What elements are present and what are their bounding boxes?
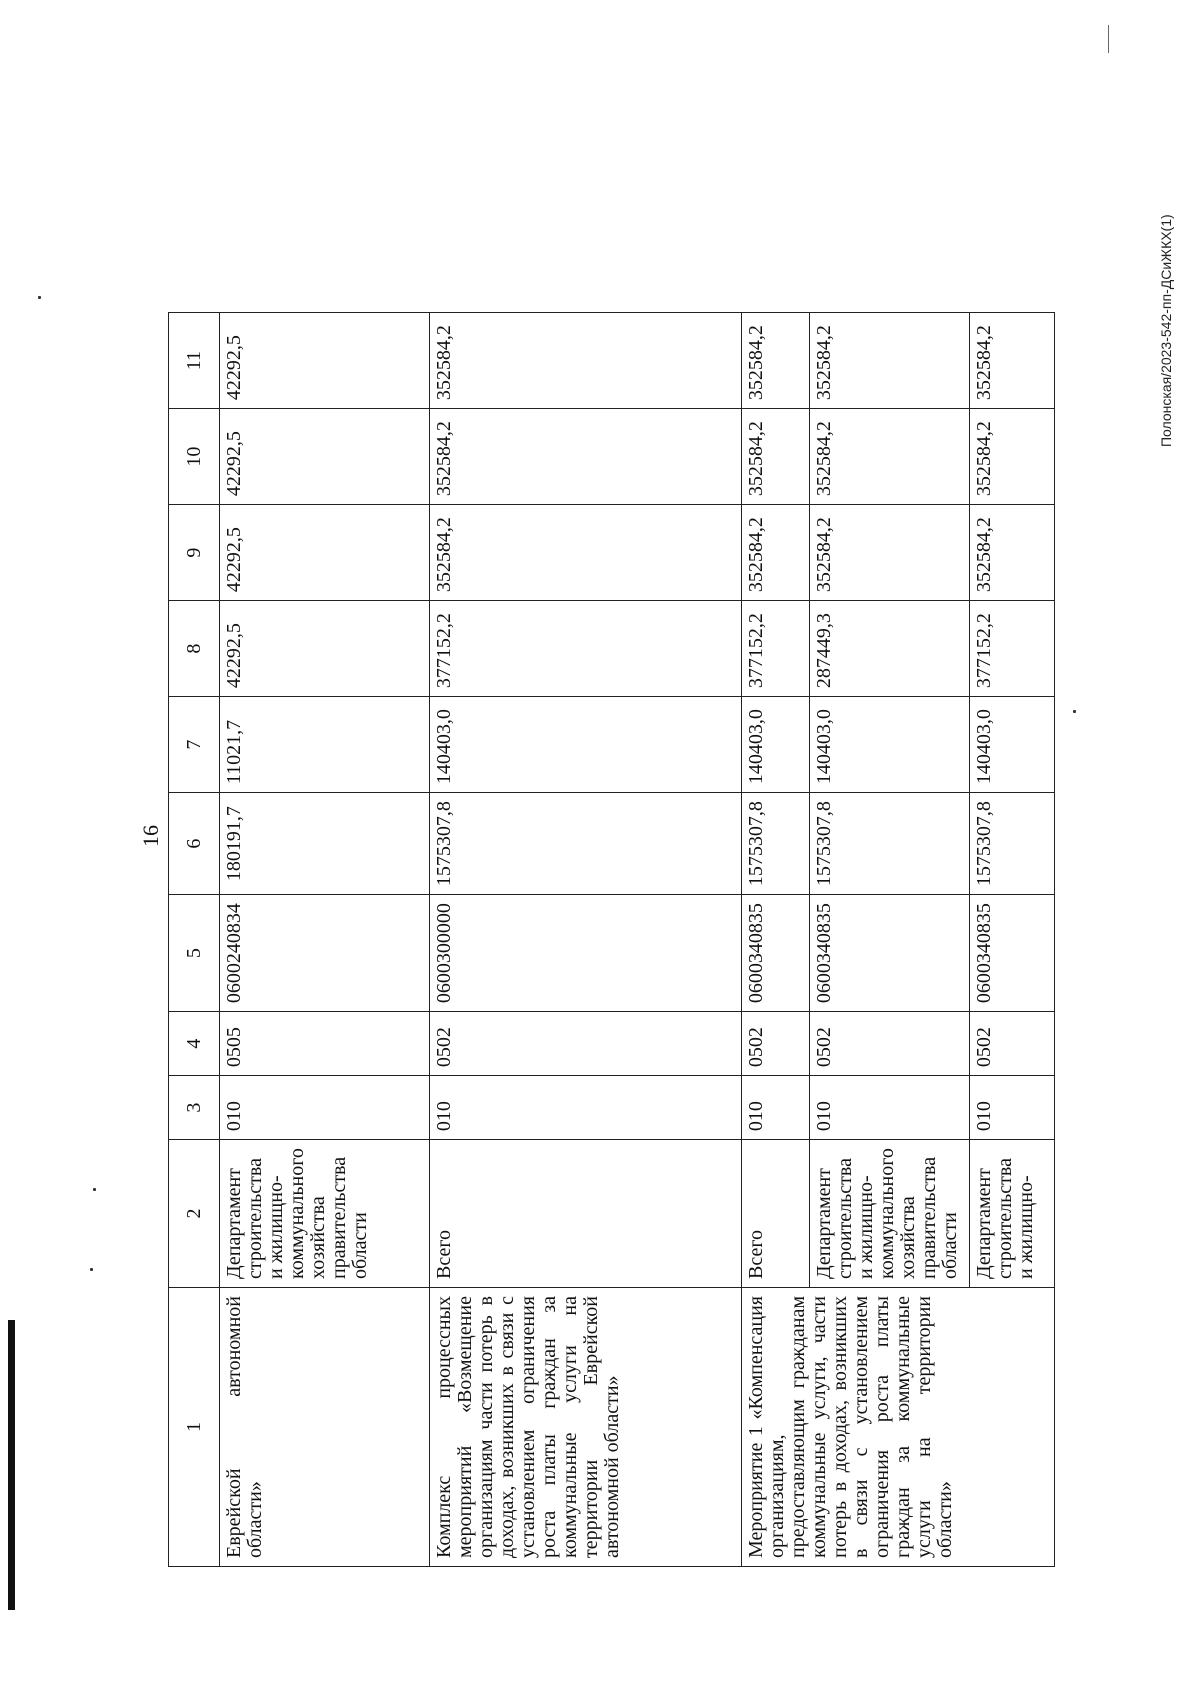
row-year-3: 352584,2 — [970, 505, 1055, 601]
row-year-3: 352584,2 — [430, 505, 742, 601]
row-program-name: Комплекс процессных мероприятий «Возмещение организациям части потерь в доходах, возникших в связи с установлением ограничения роста платы граждан за коммунальные услуги на территории Еврейской автономной области» — [430, 1288, 742, 1567]
scan-dot — [1073, 710, 1076, 713]
row-year-4: 42292,5 — [220, 409, 430, 505]
row-year-5: 352584,2 — [742, 313, 810, 409]
row-year-5: 42292,5 — [220, 313, 430, 409]
row-section: 0502 — [430, 1012, 742, 1076]
row-executor: Департамент строительства и жилищно-коммунального хозяйства правительства области — [220, 1140, 430, 1288]
scan-dot — [90, 1268, 93, 1271]
col-header-10: 10 — [169, 409, 220, 505]
col-header-9: 9 — [169, 505, 220, 601]
row-grbs: 010 — [810, 1076, 970, 1140]
table-row — [220, 313, 430, 1567]
row-section: 0502 — [742, 1012, 810, 1076]
row-target-article: 0600340835 — [810, 895, 970, 1012]
col-header-5: 5 — [169, 895, 220, 1012]
row-year-5: 352584,2 — [430, 313, 742, 409]
row-total: 1575307,8 — [810, 793, 970, 895]
row-year-4: 352584,2 — [970, 409, 1055, 505]
row-year-4: 352584,2 — [742, 409, 810, 505]
row-total: 1575307,8 — [430, 793, 742, 895]
row-section: 0505 — [220, 1012, 430, 1076]
row-executor: Департамент строительства и жилищно-коммунального хозяйства правительства области — [810, 1140, 970, 1288]
row-year-4: 352584,2 — [810, 409, 970, 505]
row-grbs: 010 — [970, 1076, 1055, 1140]
row-year-2: 287449,3 — [810, 601, 970, 697]
row-year-1: 140403,0 — [742, 697, 810, 793]
col-header-11: 11 — [169, 313, 220, 409]
row-year-4: 352584,2 — [430, 409, 742, 505]
row-section: 0502 — [970, 1012, 1055, 1076]
row-year-3: 352584,2 — [810, 505, 970, 601]
col-header-1: 1 — [169, 1288, 220, 1567]
col-header-2: 2 — [169, 1140, 220, 1288]
col-header-6: 6 — [169, 793, 220, 895]
row-year-3: 352584,2 — [742, 505, 810, 601]
scan-dot — [93, 1188, 96, 1191]
table-header-row — [169, 313, 220, 1567]
row-year-1: 140403,0 — [430, 697, 742, 793]
row-year-2: 377152,2 — [970, 601, 1055, 697]
col-header-3: 3 — [169, 1076, 220, 1140]
row-year-2: 42292,5 — [220, 601, 430, 697]
row-grbs: 010 — [430, 1076, 742, 1140]
row-total: 180191,7 — [220, 793, 430, 895]
row-program-name: Еврейской автономной области» — [220, 1288, 430, 1567]
row-section: 0502 — [810, 1012, 970, 1076]
col-header-4: 4 — [169, 1012, 220, 1076]
row-executor: Всего — [742, 1140, 810, 1288]
row-year-5: 352584,2 — [970, 313, 1055, 409]
scan-dot — [38, 296, 41, 299]
table-row — [742, 313, 810, 1567]
row-executor: Департамент строительства и жилищно- — [970, 1140, 1055, 1288]
row-year-1: 140403,0 — [810, 697, 970, 793]
row-program-name: Мероприятие 1 «Компенсация организациям, предоставляющим гражданам коммунальные услуги, части потерь в доходах, возникших в связи с установлением ограничения роста платы граждан за коммунальные услуги на территории области» — [742, 1288, 1055, 1567]
table-row — [430, 313, 742, 1567]
row-year-1: 11021,7 — [220, 697, 430, 793]
row-target-article: 0600240834 — [220, 895, 430, 1012]
page-number: 16 — [138, 825, 163, 847]
document-reference: Полонская/2023-542-пп-ДСиЖКХ(1) — [1158, 214, 1174, 447]
row-year-3: 42292,5 — [220, 505, 430, 601]
row-year-5: 352584,2 — [810, 313, 970, 409]
col-header-8: 8 — [169, 601, 220, 697]
row-target-article: 0600340835 — [970, 895, 1055, 1012]
row-year-2: 377152,2 — [742, 601, 810, 697]
budget-table — [168, 312, 1055, 1567]
row-target-article: 0600340835 — [742, 895, 810, 1012]
row-grbs: 010 — [220, 1076, 430, 1140]
row-year-1: 140403,0 — [970, 697, 1055, 793]
row-total: 1575307,8 — [970, 793, 1055, 895]
row-target-article: 0600300000 — [430, 895, 742, 1012]
scan-edge-bar — [8, 1320, 15, 1610]
row-grbs: 010 — [742, 1076, 810, 1140]
scan-mark — [1108, 25, 1109, 53]
col-header-7: 7 — [169, 697, 220, 793]
row-year-2: 377152,2 — [430, 601, 742, 697]
row-executor: Всего — [430, 1140, 742, 1288]
row-total: 1575307,8 — [742, 793, 810, 895]
